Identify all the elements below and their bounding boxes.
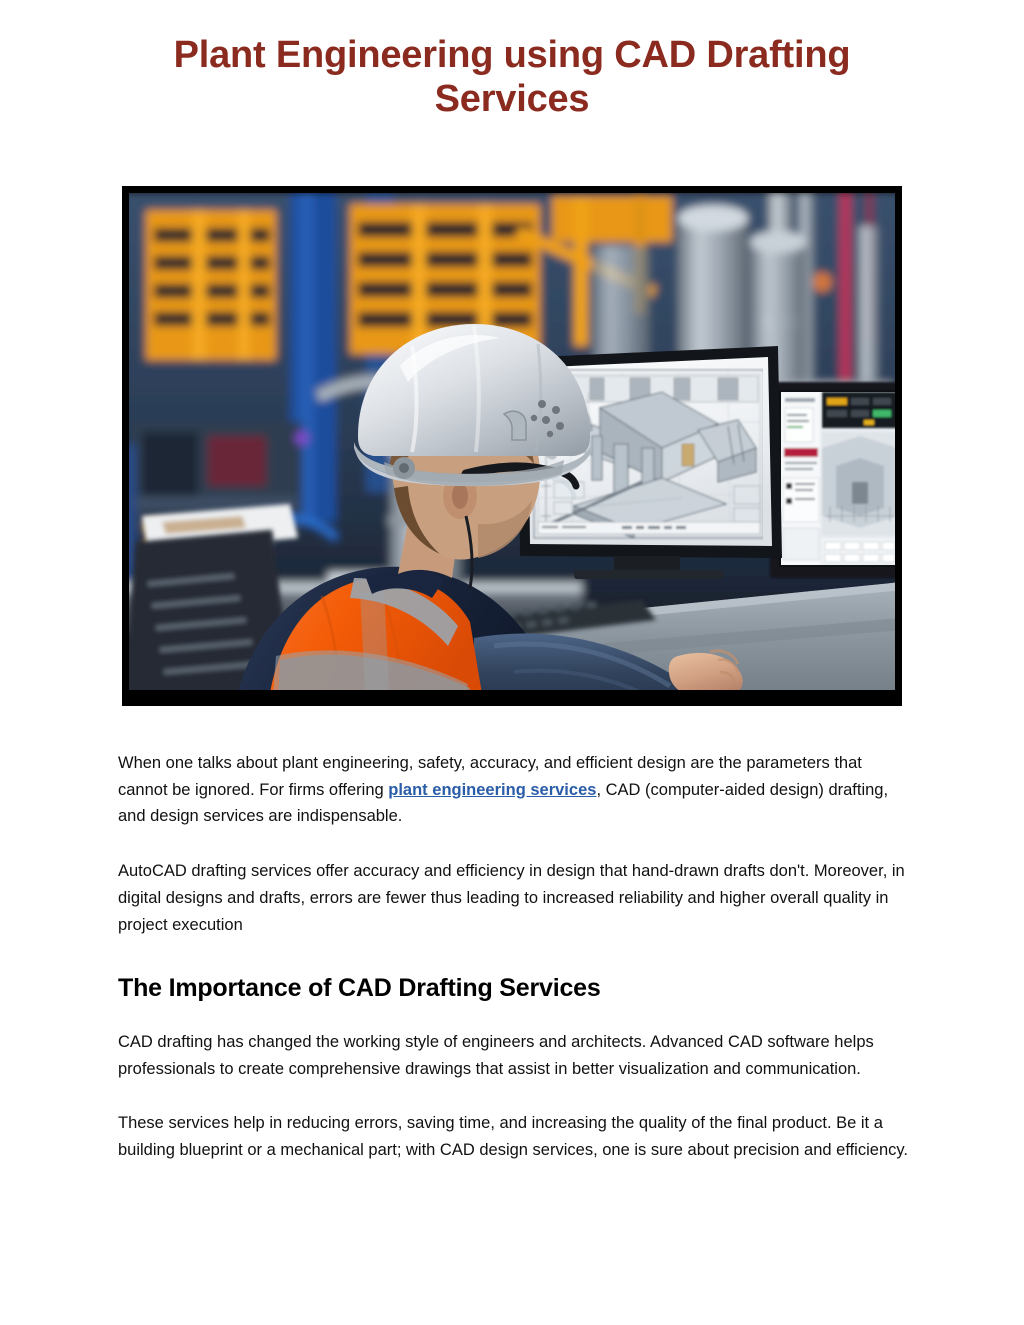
page-title: Plant Engineering using CAD Drafting Services [173,34,851,120]
section-heading-importance: The Importance of CAD Drafting Services [118,974,601,1003]
plant-engineering-services-link[interactable]: plant engineering services [388,780,597,799]
article-body [118,750,908,1164]
paragraph-intro-text-after: , CAD (computer-aided design) drafting, and design services are indispensable. [118,780,889,826]
hero-image [122,186,902,706]
paragraph-intro-text-before: When one talks about plant engineering, safety, accuracy, and efficient design are the parameters that cannot be ignored. For firms offering [118,754,862,799]
paragraph-cad-changed: CAD drafting has changed the working style of engineers and architects. Advanced CAD software helps professionals to create comprehensive drawings that assist in better visualization and communication. [118,1032,874,1078]
paragraph-reducing-errors: These services help in reducing errors, saving time, and increasing the quality of the final product. Be it a building blueprint or a mechanical part; with CAD design services, one is sure about precision and efficiency. [118,1114,908,1159]
paragraph-intro [118,750,908,830]
industrial-workstation-illustration [122,186,902,706]
hero-image-canvas [122,186,902,706]
paragraph-autocad: AutoCAD drafting services offer accuracy and efficiency in design that hand-drawn drafts don't. Moreover, in digital designs and drafts, errors are fewer thus leading to increased reliability and higher overall quality in project execution [118,862,905,934]
